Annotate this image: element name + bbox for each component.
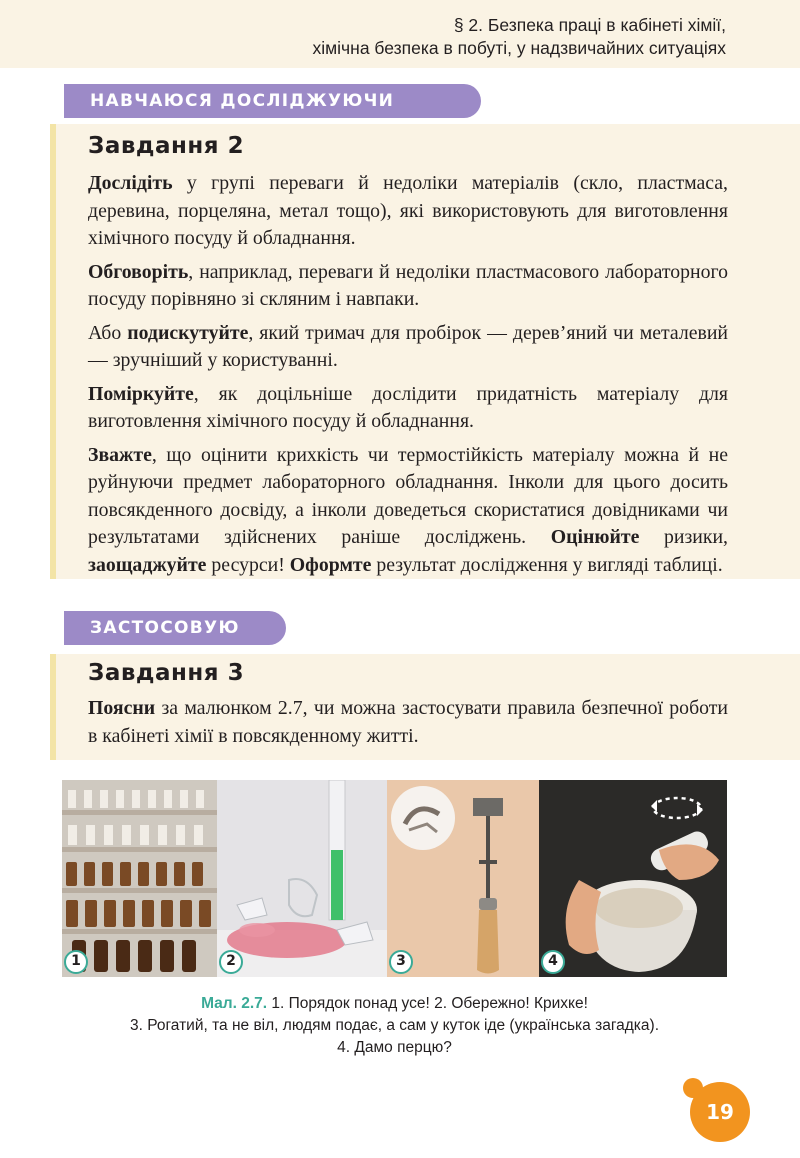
caption-text-1: 1. Порядок понад усе! 2. Обережно! Крихке! bbox=[267, 995, 588, 1012]
photo-mortar-pestle bbox=[539, 780, 727, 977]
section-tab-apply: ЗАСТОСОВУЮ bbox=[64, 611, 286, 645]
figure-badge-4: 4 bbox=[541, 950, 565, 974]
page-number: 19 bbox=[706, 1100, 734, 1124]
photo-test-tube-holder bbox=[387, 780, 539, 977]
emphasis: подискутуйте bbox=[127, 321, 249, 344]
figure-caption bbox=[62, 993, 727, 1059]
caption-line-1 bbox=[62, 993, 727, 1015]
task-3-title: Завдання 3 bbox=[88, 660, 245, 686]
shelves-illustration bbox=[62, 780, 217, 977]
caption-label: Мал. 2.7. bbox=[201, 995, 268, 1012]
emphasis: Зважте bbox=[88, 443, 152, 466]
emphasis: Дослідіть bbox=[88, 172, 173, 194]
caption-line-2: 3. Рогатий, та не віл, людям подає, а сам у куток іде (українська загадка). bbox=[129, 1017, 660, 1034]
photo-shelves-bottles bbox=[62, 780, 217, 977]
paragraph: Дослідіть у групі переваги й недоліки матеріалів (скло, пластмаса, деревина, порцеляна, метал тощо), які використовують для виготовлення хімічного посуду й обладнання. bbox=[88, 172, 728, 249]
emphasis: Оформте bbox=[289, 553, 372, 576]
figure-badge-3: 3 bbox=[389, 950, 413, 974]
emphasis: заощаджуйте bbox=[88, 553, 207, 576]
emphasis: Обговоріть bbox=[88, 260, 189, 283]
header-line-2: хімічна безпека в побуті, у надзвичайних ситуаціях bbox=[312, 38, 726, 58]
emphasis: Поміркуйте bbox=[88, 382, 194, 405]
holder-illustration bbox=[387, 780, 539, 977]
section-tab-research: НАВЧАЮСЯ ДОСЛІДЖУЮЧИ bbox=[64, 84, 481, 118]
figure-badge-1: 1 bbox=[64, 950, 88, 974]
paragraph: Поміркуйте, як доцільніше дослідити придатність матеріалу для виготовлення хімічного посуду й обладнання. bbox=[88, 382, 728, 432]
task-2-text bbox=[88, 170, 728, 585]
emphasis: Оцінюйте bbox=[550, 526, 640, 548]
figure-badge-2: 2 bbox=[219, 950, 243, 974]
task-2-title: Завдання 2 bbox=[88, 133, 245, 159]
paragraph: Поясни за малюнком 2.7, чи можна застосувати правила безпечної роботи в кабінеті хімії в повсякденному житті. bbox=[88, 697, 728, 747]
paragraph: Обговоріть, наприклад, переваги й недоліки пластмасового лабораторного посуду порівняно зі скляним і навпаки. bbox=[88, 260, 728, 310]
running-header bbox=[312, 14, 726, 60]
caption-line-3: 4. Дамо перцю? bbox=[337, 1039, 452, 1056]
photo-broken-glass bbox=[217, 780, 387, 977]
paragraph: Зважте, що оцінити крихкість чи термостійкість матеріалу можна й не руйнуючи предмет лабораторного обладнання. Інколи для цього досить повсякденного досвіду, а інколи доведеться скористатися довідниками чи результатами здійснених раніше досліджень. Оцінюйте ризики, заощаджуйте ресурси! Оформте результат дослідження у вигляді таблиці. bbox=[88, 443, 728, 576]
paragraph: Або подискутуйте, який тримач для пробірок — дерев’яний чи металевий — зручніший у користуванні. bbox=[88, 321, 728, 371]
figure-2-7-photos bbox=[62, 780, 727, 977]
task-3-text bbox=[88, 695, 728, 756]
emphasis: Поясни bbox=[88, 697, 156, 719]
broken-glass-illustration bbox=[217, 780, 387, 977]
mortar-illustration bbox=[539, 780, 727, 977]
header-line-1: § 2. Безпека праці в кабінеті хімії, bbox=[453, 15, 726, 35]
